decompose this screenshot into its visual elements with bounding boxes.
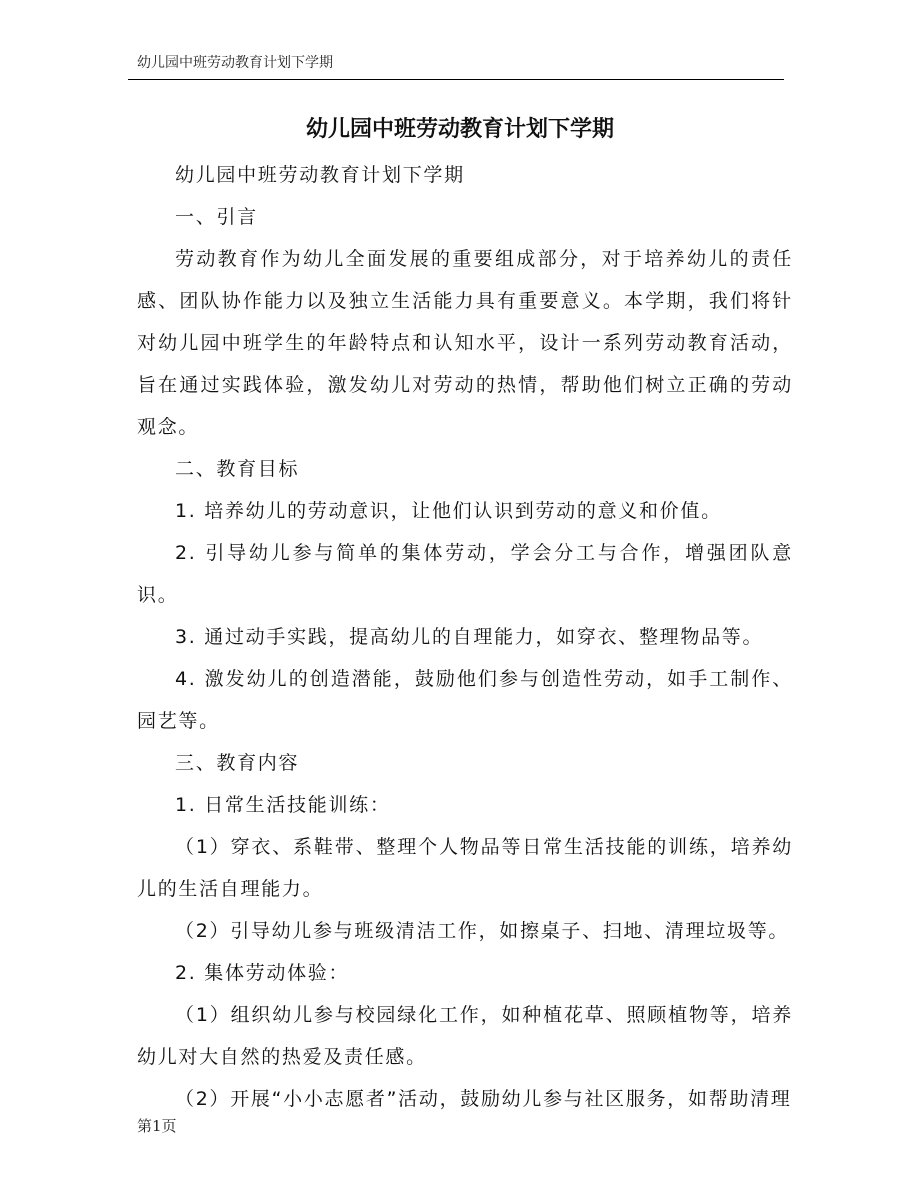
section-heading-content: 三、教育内容: [175, 752, 300, 774]
goal-item-1: 1. 培养幼儿的劳动意识，让他们认识到劳动的意义和价值。: [175, 500, 722, 522]
goal-item-3: 3. 通过动手实践，提高幼儿的自理能力，如穿衣、整理物品等。: [175, 626, 764, 648]
content-subitem-1-1: （1）穿衣、系鞋带、整理个人物品等日常生活技能的训练，培养幼儿的生活自理能力。: [137, 836, 793, 900]
content-item-2: 2. 集体劳动体验：: [175, 962, 350, 984]
content-subitem-2-2: （2）开展“小小志愿者”活动，鼓励幼儿参与社区服务，如帮助清理: [175, 1088, 792, 1110]
header-divider: [128, 79, 784, 80]
introduction-paragraph: 劳动教育作为幼儿全面发展的重要组成部分，对于培养幼儿的责任感、团队协作能力以及独立生活能力具有重要意义。本学期，我们将针对幼儿园中班学生的年龄特点和认知水平，设计一系列劳动教育活动，旨在通过实践体验，激发幼儿对劳动的热情，帮助他们树立正确的劳动观念。: [137, 248, 793, 438]
content-subitem-2-1: （1）组织幼儿参与校园绿化工作，如种植花草、照顾植物等，培养幼儿对大自然的热爱及责任感。: [137, 1004, 793, 1068]
document-body: [137, 154, 793, 1120]
running-header: 幼儿园中班劳动教育计划下学期: [137, 55, 333, 71]
content-item-1: 1. 日常生活技能训练：: [175, 794, 391, 816]
document-title: 幼儿园中班劳动教育计划下学期: [305, 117, 614, 142]
goal-item-4: 4. 激发幼儿的创造潜能，鼓励他们参与创造性劳动，如手工制作、园艺等。: [137, 668, 793, 732]
content-subitem-1-2: （2）引导幼儿参与班级清洁工作，如擦桌子、扫地、清理垃圾等。: [175, 920, 790, 942]
subtitle-paragraph: 幼儿园中班劳动教育计划下学期: [175, 164, 465, 186]
goal-item-2: 2. 引导幼儿参与简单的集体劳动，学会分工与合作，增强团队意识。: [137, 542, 793, 606]
page-number: 第1页: [137, 1117, 177, 1135]
section-heading-goals: 二、教育目标: [175, 458, 300, 480]
section-heading-introduction: 一、引言: [175, 206, 258, 228]
